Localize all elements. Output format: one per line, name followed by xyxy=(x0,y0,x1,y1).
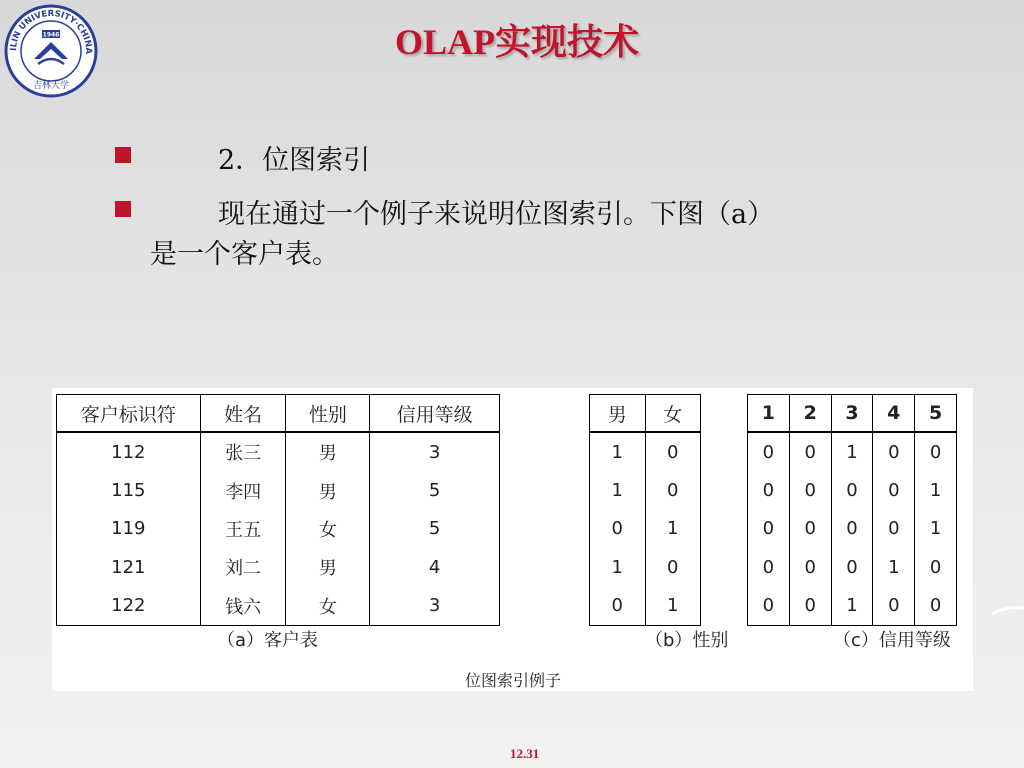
table-row xyxy=(57,510,500,548)
customer-table xyxy=(56,394,500,626)
cell: 0 xyxy=(831,548,873,586)
cell: 4 xyxy=(370,548,500,586)
cell: 1 xyxy=(873,548,915,586)
header-credit: 信用等级 xyxy=(370,395,500,433)
cell: 0 xyxy=(748,471,790,509)
decorative-swoosh xyxy=(990,600,1024,630)
cell: 115 xyxy=(57,471,201,509)
bullet-text-2-line1: 现在通过一个例子来说明位图索引。下图（a） xyxy=(218,199,775,230)
cell: 0 xyxy=(873,587,915,626)
header-level-2: 2 xyxy=(789,395,831,433)
table-row xyxy=(57,432,500,471)
cell: 张三 xyxy=(200,432,286,471)
cell: 李四 xyxy=(200,471,286,509)
table-row xyxy=(590,432,701,471)
cell: 0 xyxy=(645,471,701,509)
table-row xyxy=(748,510,957,548)
caption-a: （a）客户表 xyxy=(217,630,319,651)
figure-caption: 位图索引例子 xyxy=(465,671,562,690)
header-level-1: 1 xyxy=(748,395,790,433)
cell: 0 xyxy=(645,432,701,471)
cell: 男 xyxy=(286,548,370,586)
cell: 0 xyxy=(873,510,915,548)
cell: 1 xyxy=(590,432,646,471)
table-row xyxy=(57,548,500,586)
cell: 1 xyxy=(590,548,646,586)
header-level-5: 5 xyxy=(915,395,957,433)
table-row xyxy=(57,471,500,509)
header-level-4: 4 xyxy=(873,395,915,433)
header-level-3: 3 xyxy=(831,395,873,433)
cell: 0 xyxy=(645,548,701,586)
caption-c: （c）信用等级 xyxy=(833,630,951,651)
cell: 刘二 xyxy=(200,548,286,586)
cell: 王五 xyxy=(200,510,286,548)
cell: 0 xyxy=(873,471,915,509)
cell: 0 xyxy=(789,587,831,626)
cell: 0 xyxy=(590,587,646,626)
cell: 0 xyxy=(789,471,831,509)
cell: 0 xyxy=(915,432,957,471)
cell: 1 xyxy=(831,587,873,626)
cell: 男 xyxy=(286,471,370,509)
table-row xyxy=(590,548,701,586)
logo-text-bottom: 吉林大学 xyxy=(32,81,70,91)
cell: 0 xyxy=(748,432,790,471)
logo-year: 1946 xyxy=(42,31,60,39)
cell: 1 xyxy=(645,510,701,548)
cell: 0 xyxy=(915,548,957,586)
cell: 121 xyxy=(57,548,201,586)
header-customer-id: 客户标识符 xyxy=(57,395,201,433)
header-gender: 性别 xyxy=(286,395,370,433)
cell: 男 xyxy=(286,432,370,471)
table-row xyxy=(57,587,500,626)
bullet-marker-2 xyxy=(115,201,131,217)
cell: 0 xyxy=(748,510,790,548)
cell: 1 xyxy=(915,471,957,509)
caption-b: （b）性别 xyxy=(645,630,729,651)
cell: 0 xyxy=(873,432,915,471)
cell: 0 xyxy=(831,510,873,548)
logo-text-top: ILIN UNIVERSITY·CHINA xyxy=(8,8,94,55)
slide-title: OLAP实现技术 xyxy=(395,22,640,62)
gender-bitmap-table xyxy=(589,394,701,626)
cell: 1 xyxy=(915,510,957,548)
university-logo xyxy=(4,4,98,98)
cell: 5 xyxy=(370,510,500,548)
bullet-marker-1 xyxy=(115,147,131,163)
cell: 1 xyxy=(831,432,873,471)
cell: 女 xyxy=(286,510,370,548)
cell: 0 xyxy=(748,548,790,586)
header-male: 男 xyxy=(590,395,646,433)
table-row xyxy=(590,510,701,548)
cell: 钱六 xyxy=(200,587,286,626)
cell: 112 xyxy=(57,432,201,471)
header-name: 姓名 xyxy=(200,395,286,433)
bullet-text-2-line2: 是一个客户表。 xyxy=(150,239,339,270)
table-row xyxy=(748,471,957,509)
cell: 0 xyxy=(915,587,957,626)
cell: 3 xyxy=(370,432,500,471)
table-row xyxy=(748,548,957,586)
cell: 1 xyxy=(645,587,701,626)
cell: 3 xyxy=(370,587,500,626)
figure-panel xyxy=(52,388,973,691)
header-female: 女 xyxy=(645,395,701,433)
cell: 女 xyxy=(286,587,370,626)
bullet-text-1: 2．位图索引 xyxy=(218,145,371,176)
cell: 119 xyxy=(57,510,201,548)
credit-bitmap-table xyxy=(747,394,957,626)
cell: 0 xyxy=(748,587,790,626)
table-row xyxy=(590,471,701,509)
table-row xyxy=(748,587,957,626)
cell: 0 xyxy=(831,471,873,509)
cell: 0 xyxy=(590,510,646,548)
cell: 1 xyxy=(590,471,646,509)
cell: 0 xyxy=(789,510,831,548)
page-number: 12.31 xyxy=(510,746,540,761)
cell: 5 xyxy=(370,471,500,509)
cell: 122 xyxy=(57,587,201,626)
cell: 0 xyxy=(789,548,831,586)
cell: 0 xyxy=(789,432,831,471)
table-row xyxy=(590,587,701,626)
table-row xyxy=(748,432,957,471)
